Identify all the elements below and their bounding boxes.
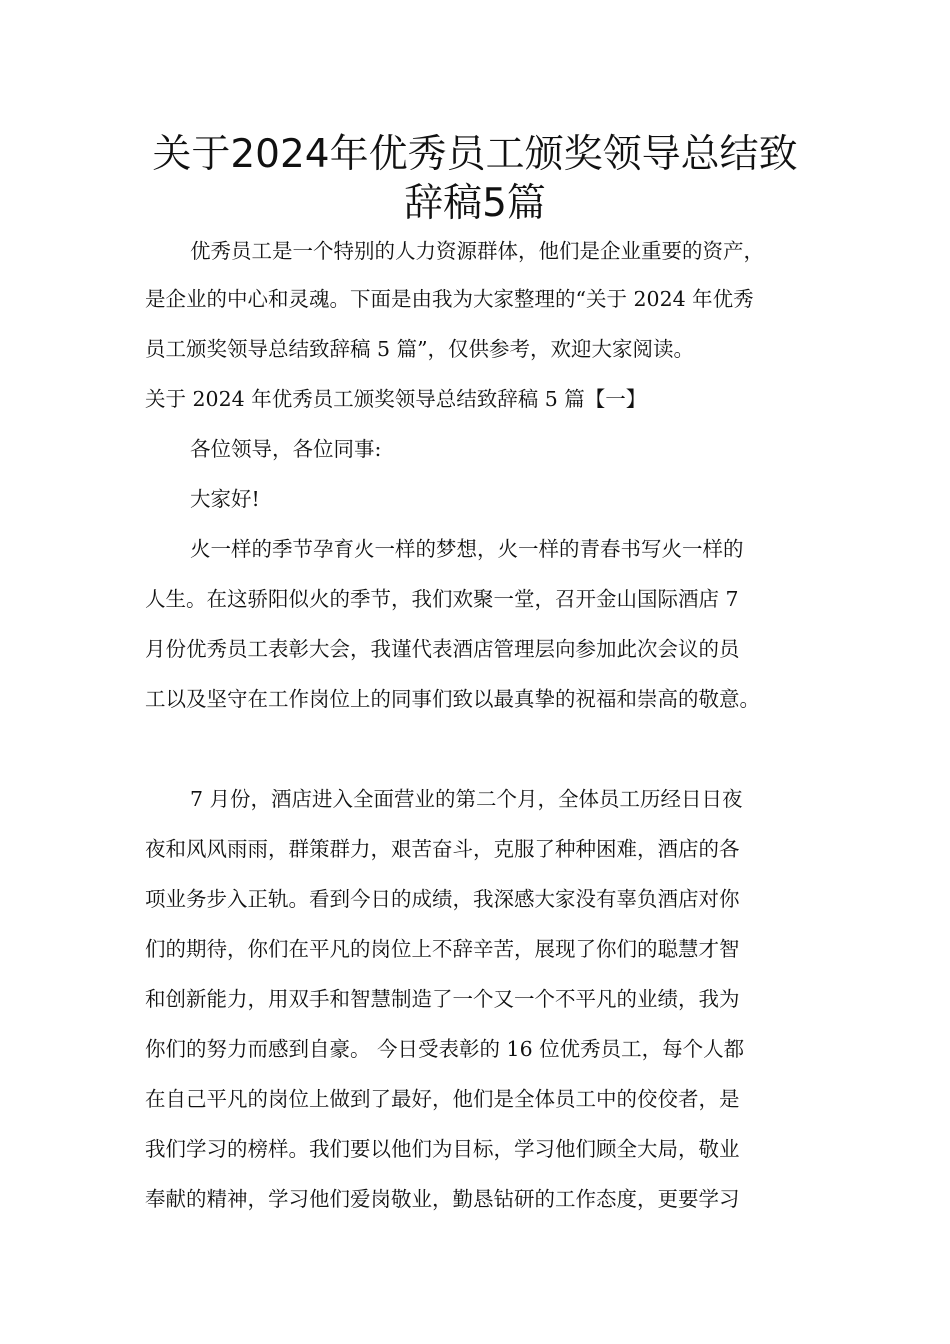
text-line: 大家好! — [190, 487, 260, 511]
text-line: 你们的努力而感到自豪。 今日受表彰的 16 位优秀员工，每个人都 — [145, 1037, 745, 1061]
text-line: 是企业的中心和灵魂。下面是由我为大家整理的“关于 2024 年优秀 — [145, 287, 754, 311]
text-line: 各位领导，各位同事: — [190, 437, 382, 461]
text-line: 项业务步入正轨。看到今日的成绩，我深感大家没有辜负酒店对你 — [145, 887, 740, 911]
text-line: 优秀员工是一个特别的人力资源群体，他们是企业重要的资产， — [190, 239, 764, 263]
text-line: 在自己平凡的岗位上做到了最好，他们是全体员工中的佼佼者，是 — [145, 1087, 740, 1111]
text-line: 和创新能力，用双手和智慧制造了一个又一个不平凡的业绩，我为 — [145, 987, 740, 1011]
document-title-line-2: 辞稿5篇 — [404, 181, 546, 226]
text-line: 们的期待，你们在平凡的岗位上不辞辛苦，展现了你们的聪慧才智 — [145, 937, 740, 961]
text-line: 人生。在这骄阳似火的季节，我们欢聚一堂，召开金山国际酒店 7 — [145, 587, 739, 611]
text-line: 火一样的季节孕育火一样的梦想，火一样的青春书写火一样的 — [190, 537, 744, 561]
text-line: 月份优秀员工表彰大会，我谨代表酒店管理层向参加此次会议的员 — [145, 637, 740, 661]
text-line: 7 月份，酒店进入全面营业的第二个月，全体员工历经日日夜 — [190, 787, 743, 811]
text-line: 夜和风风雨雨，群策群力，艰苦奋斗，克服了种种困难，酒店的各 — [145, 837, 740, 861]
text-line: 员工颁奖领导总结致辞稿 5 篇”，仅供参考，欢迎大家阅读。 — [145, 337, 695, 361]
section-heading: 关于 2024 年优秀员工颁奖领导总结致辞稿 5 篇【一】 — [145, 387, 647, 411]
text-line: 奉献的精神，学习他们爱岗敬业，勤恳钻研的工作态度，更要学习 — [145, 1187, 740, 1211]
text-line: 工以及坚守在工作岗位上的同事们致以最真挚的祝福和崇高的敬意。 — [145, 687, 760, 711]
text-line: 我们学习的榜样。我们要以他们为目标，学习他们顾全大局，敬业 — [145, 1137, 740, 1161]
document-title-line-1: 关于2024年优秀员工颁奖领导总结致 — [152, 132, 798, 177]
